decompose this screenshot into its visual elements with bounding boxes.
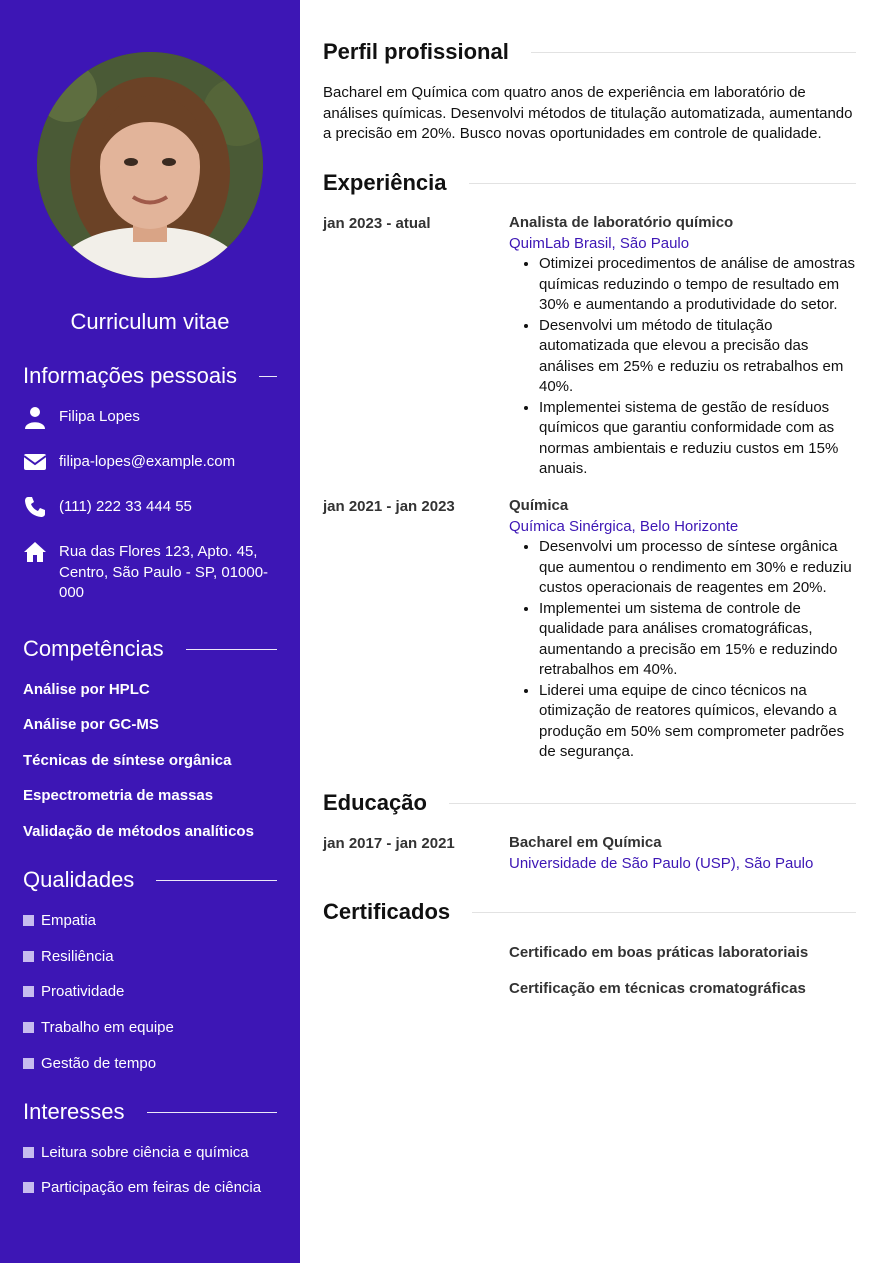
home-icon bbox=[23, 540, 47, 564]
square-bullet-icon bbox=[23, 1022, 34, 1033]
email-value[interactable]: filipa-lopes@example.com bbox=[59, 453, 236, 470]
quality-label: Trabalho em equipe bbox=[41, 1019, 174, 1036]
education-heading bbox=[323, 790, 856, 816]
square-bullet-icon bbox=[23, 1182, 34, 1193]
job-bullet: • Desenvolvi um método de titulação automatizada que elevou a precisão das análises em 25% e reduziu os retrabalhos em 40%. bbox=[539, 316, 858, 398]
address-row bbox=[23, 542, 278, 604]
job-entry bbox=[509, 213, 858, 480]
certificates-heading bbox=[323, 899, 856, 925]
certificate-item: Certificação em técnicas cromatográficas bbox=[509, 980, 806, 997]
certificate-item: Certificado em boas práticas laboratoriais bbox=[509, 944, 809, 961]
address-value: Rua das Flores 123, Apto. 45, Centro, São Paulo - SP, 01000-000 bbox=[59, 543, 269, 601]
divider bbox=[531, 52, 856, 53]
phone-value[interactable]: (111) 222 33 444 55 bbox=[59, 498, 192, 515]
user-icon bbox=[23, 405, 47, 429]
quality-item bbox=[23, 948, 114, 965]
job-entry bbox=[509, 496, 858, 763]
document-title: Curriculum vitae bbox=[70, 309, 230, 334]
divider bbox=[186, 649, 277, 650]
job-role: Analista de laboratório químico bbox=[509, 214, 734, 231]
divider bbox=[472, 912, 856, 913]
qualities-heading-text: Qualidades bbox=[23, 867, 135, 892]
interests-heading-text: Interesses bbox=[23, 1099, 125, 1124]
quality-label: Resiliência bbox=[41, 948, 114, 965]
profile-heading-text: Perfil profissional bbox=[323, 39, 509, 64]
job-bullets bbox=[509, 537, 858, 763]
skills-heading bbox=[23, 636, 277, 662]
name-value: Filipa Lopes bbox=[59, 408, 140, 425]
job-date: jan 2023 - atual bbox=[323, 215, 431, 232]
experience-heading-text: Experiência bbox=[323, 170, 447, 195]
skill-item: Validação de métodos analíticos bbox=[23, 823, 254, 840]
job-bullet: • Desenvolvi um processo de síntese orgânica que aumentou o rendimento em 30% e reduziu custos operacionais de reagentes em 20%. bbox=[539, 537, 858, 599]
education-entry bbox=[509, 833, 858, 874]
personal-info-heading bbox=[23, 363, 277, 389]
quality-label: Gestão de tempo bbox=[41, 1055, 157, 1072]
skills-heading-text: Competências bbox=[23, 636, 164, 661]
education-degree: Bacharel em Química bbox=[509, 834, 662, 851]
square-bullet-icon bbox=[23, 1147, 34, 1158]
square-bullet-icon bbox=[23, 1058, 34, 1069]
certificates-heading-text: Certificados bbox=[323, 899, 451, 924]
job-bullets bbox=[509, 254, 858, 480]
job-organization: Química Sinérgica, Belo Horizonte bbox=[509, 517, 739, 535]
qualities-heading bbox=[23, 867, 277, 893]
interest-item bbox=[23, 1144, 249, 1161]
profile-photo bbox=[37, 52, 263, 278]
job-bullet: • Implementei sistema de gestão de resíduos químicos que garantiu conformidade com as normas ambientais e reduziu custos em 15% anuais. bbox=[539, 398, 858, 480]
phone-icon bbox=[23, 495, 47, 519]
skill-item: Análise por GC-MS bbox=[23, 716, 159, 733]
divider bbox=[156, 880, 277, 881]
divider bbox=[469, 183, 856, 184]
square-bullet-icon bbox=[23, 951, 34, 962]
profile-heading bbox=[323, 39, 856, 65]
profile-summary: Bacharel em Química com quatro anos de experiência em laboratório de análises químicas. Desenvolvi métodos de titulação automatizada, aumentando a precisão em 20%. Busco novas oportunidades em controle de qualidade. bbox=[323, 84, 853, 142]
quality-label: Proatividade bbox=[41, 983, 125, 1000]
interest-label: Participação em feiras de ciência bbox=[41, 1179, 262, 1196]
quality-item bbox=[23, 912, 96, 929]
job-role: Química bbox=[509, 497, 569, 514]
divider bbox=[449, 803, 856, 804]
skill-item: Análise por HPLC bbox=[23, 681, 150, 698]
interest-item bbox=[23, 1179, 261, 1196]
skill-item: Técnicas de síntese orgânica bbox=[23, 752, 232, 769]
experience-heading bbox=[323, 170, 856, 196]
interest-label: Leitura sobre ciência e química bbox=[41, 1144, 249, 1161]
quality-item bbox=[23, 983, 124, 1000]
square-bullet-icon bbox=[23, 986, 34, 997]
quality-label: Empatia bbox=[41, 912, 97, 929]
job-date: jan 2021 - jan 2023 bbox=[323, 498, 455, 515]
sidebar bbox=[0, 0, 300, 1263]
portrait-image bbox=[37, 52, 263, 278]
quality-item bbox=[23, 1019, 174, 1036]
education-school: Universidade de São Paulo (USP), São Paulo bbox=[509, 854, 814, 872]
job-bullet: • Otimizei procedimentos de análise de amostras químicas reduzindo o tempo de resultado em 30% e aumentando a produtividade do setor. bbox=[539, 254, 858, 316]
quality-item bbox=[23, 1055, 156, 1072]
phone-row bbox=[23, 497, 278, 519]
divider bbox=[259, 376, 277, 377]
square-bullet-icon bbox=[23, 915, 34, 926]
interests-heading bbox=[23, 1099, 277, 1125]
skill-item: Espectrometria de massas bbox=[23, 787, 214, 804]
education-heading-text: Educação bbox=[323, 790, 427, 815]
job-bullet: • Liderei uma equipe de cinco técnicos na otimização de reatores químicos, elevando a produção em 50% sem comprometer padrões de segurança. bbox=[539, 681, 858, 763]
envelope-icon bbox=[23, 450, 47, 474]
job-organization: QuimLab Brasil, São Paulo bbox=[509, 234, 690, 252]
education-date: jan 2017 - jan 2021 bbox=[323, 835, 455, 852]
email-row bbox=[23, 452, 278, 474]
job-bullet: • Implementei um sistema de controle de qualidade para análises cromatográficas, aumentando a precisão em 15% e reduzindo retrabalhos em 40%. bbox=[539, 599, 858, 681]
divider bbox=[147, 1112, 278, 1113]
name-row bbox=[23, 407, 278, 429]
personal-info-heading-text: Informações pessoais bbox=[23, 363, 237, 388]
